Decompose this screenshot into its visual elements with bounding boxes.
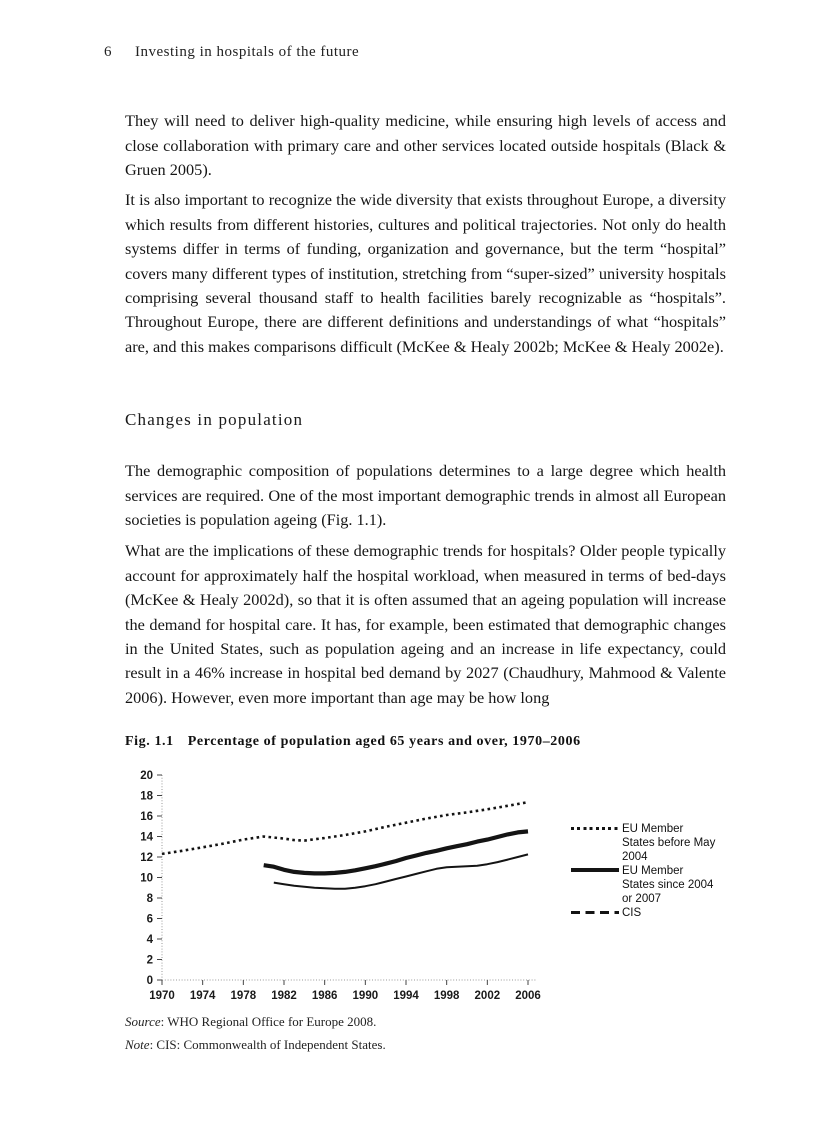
y-tick-label: 8: [146, 893, 153, 905]
section-heading: Changes in population: [125, 410, 304, 429]
legend-label: CIS: [622, 907, 642, 919]
figure-1-1: [135, 762, 795, 1012]
x-tick-label: 1970: [149, 990, 175, 1002]
figure-caption-text: Percentage of population aged 65 years and over, 1970–2006: [187, 734, 581, 749]
x-tick-label: 1982: [271, 990, 297, 1002]
x-tick-label: 2002: [474, 990, 501, 1002]
y-tick-label: 4: [146, 934, 153, 946]
note-text: : CIS: Commonwealth of Independent States.: [149, 1037, 386, 1052]
y-tick-label: 2: [146, 954, 153, 967]
running-header: [104, 44, 359, 61]
dashed-line-sample-icon: [571, 911, 619, 914]
y-tick-label: 16: [140, 811, 153, 823]
series-line-1: [264, 831, 528, 873]
paragraph-3: The demographic composition of populations determines to a large degree which health services are required. One of the most important demographic trends in almost all European societies is population ageing (Fig. 1.1).: [125, 461, 726, 530]
figure-caption: [125, 734, 581, 750]
x-tick-label: 1974: [189, 990, 216, 1002]
series-line-0: [162, 802, 528, 854]
y-tick-label: 20: [140, 770, 153, 782]
figure-caption-label: Fig. 1.1: [125, 734, 174, 749]
legend-item: [571, 906, 741, 920]
dotted-line-sample-icon: [571, 827, 619, 830]
paragraph-4: What are the implications of these demographic trends for hospitals? Older people typically account for approximately half the hospital workload, when measured in terms of bed-days (McKee & Healy 2002d), so that it is often assumed that an ageing population will increase the demand for hospital care. It has, for example, been estimated that demographic changes in the United States, such as population ageing and an increase in life expectancy, could result in a 46% increase in hospital bed demand by 2027 (Chaudhury, Mahmood & Valente 2006). However, even more important than age may be how long: [125, 541, 726, 707]
y-tick-label: 14: [140, 831, 153, 844]
x-tick-label: 1994: [393, 990, 419, 1002]
x-tick-label: 2006: [515, 990, 541, 1002]
figure-note: [125, 1037, 386, 1053]
y-tick-label: 12: [140, 852, 153, 864]
figure-source: [125, 1014, 376, 1030]
page-number: 6: [104, 44, 112, 60]
thick-line-sample-icon: [571, 868, 619, 872]
running-title: Investing in hospitals of the future: [135, 44, 360, 60]
x-tick-label: 1998: [433, 990, 460, 1002]
source-text: : WHO Regional Office for Europe 2008.: [160, 1014, 377, 1029]
y-tick-label: 6: [146, 913, 153, 926]
note-label: Note: [125, 1037, 150, 1052]
legend-label: EU Member States before May 2004: [622, 823, 716, 863]
paragraph-2: It is also important to recognize the wide diversity that exists throughout Europe, a diversity which results from different histories, cultures and political trajectories. Not only do health systems differ in terms of funding, organization and governance, but the term “hospital” covers many different types of institution, stretching from “super-sized” university hospitals comprising several thousand staff to health facilities barely recognizable as “hospitals”. Throughout Europe, there are different definitions and understandings of what “hospitals” are, and this makes comparisons difficult (McKee & Healy 2002b; McKee & Healy 2002e).: [125, 190, 726, 356]
x-tick-label: 1990: [352, 990, 379, 1002]
y-tick-label: 10: [140, 872, 153, 885]
y-tick-label: 18: [140, 790, 153, 803]
source-label: Source: [125, 1014, 161, 1029]
chart-legend: [571, 822, 741, 920]
legend-label: EU Member States since 2004 or 2007: [622, 865, 714, 905]
y-tick-label: 0: [146, 975, 153, 987]
x-tick-label: 1986: [311, 990, 338, 1002]
legend-item: [571, 864, 741, 906]
x-tick-label: 1978: [230, 990, 257, 1002]
paragraph-1: They will need to deliver high-quality medicine, while ensuring high levels of access and close collaboration with primary care and other services located outside hospitals (Black & Gruen 2005).: [125, 111, 726, 180]
legend-item: [571, 822, 741, 864]
